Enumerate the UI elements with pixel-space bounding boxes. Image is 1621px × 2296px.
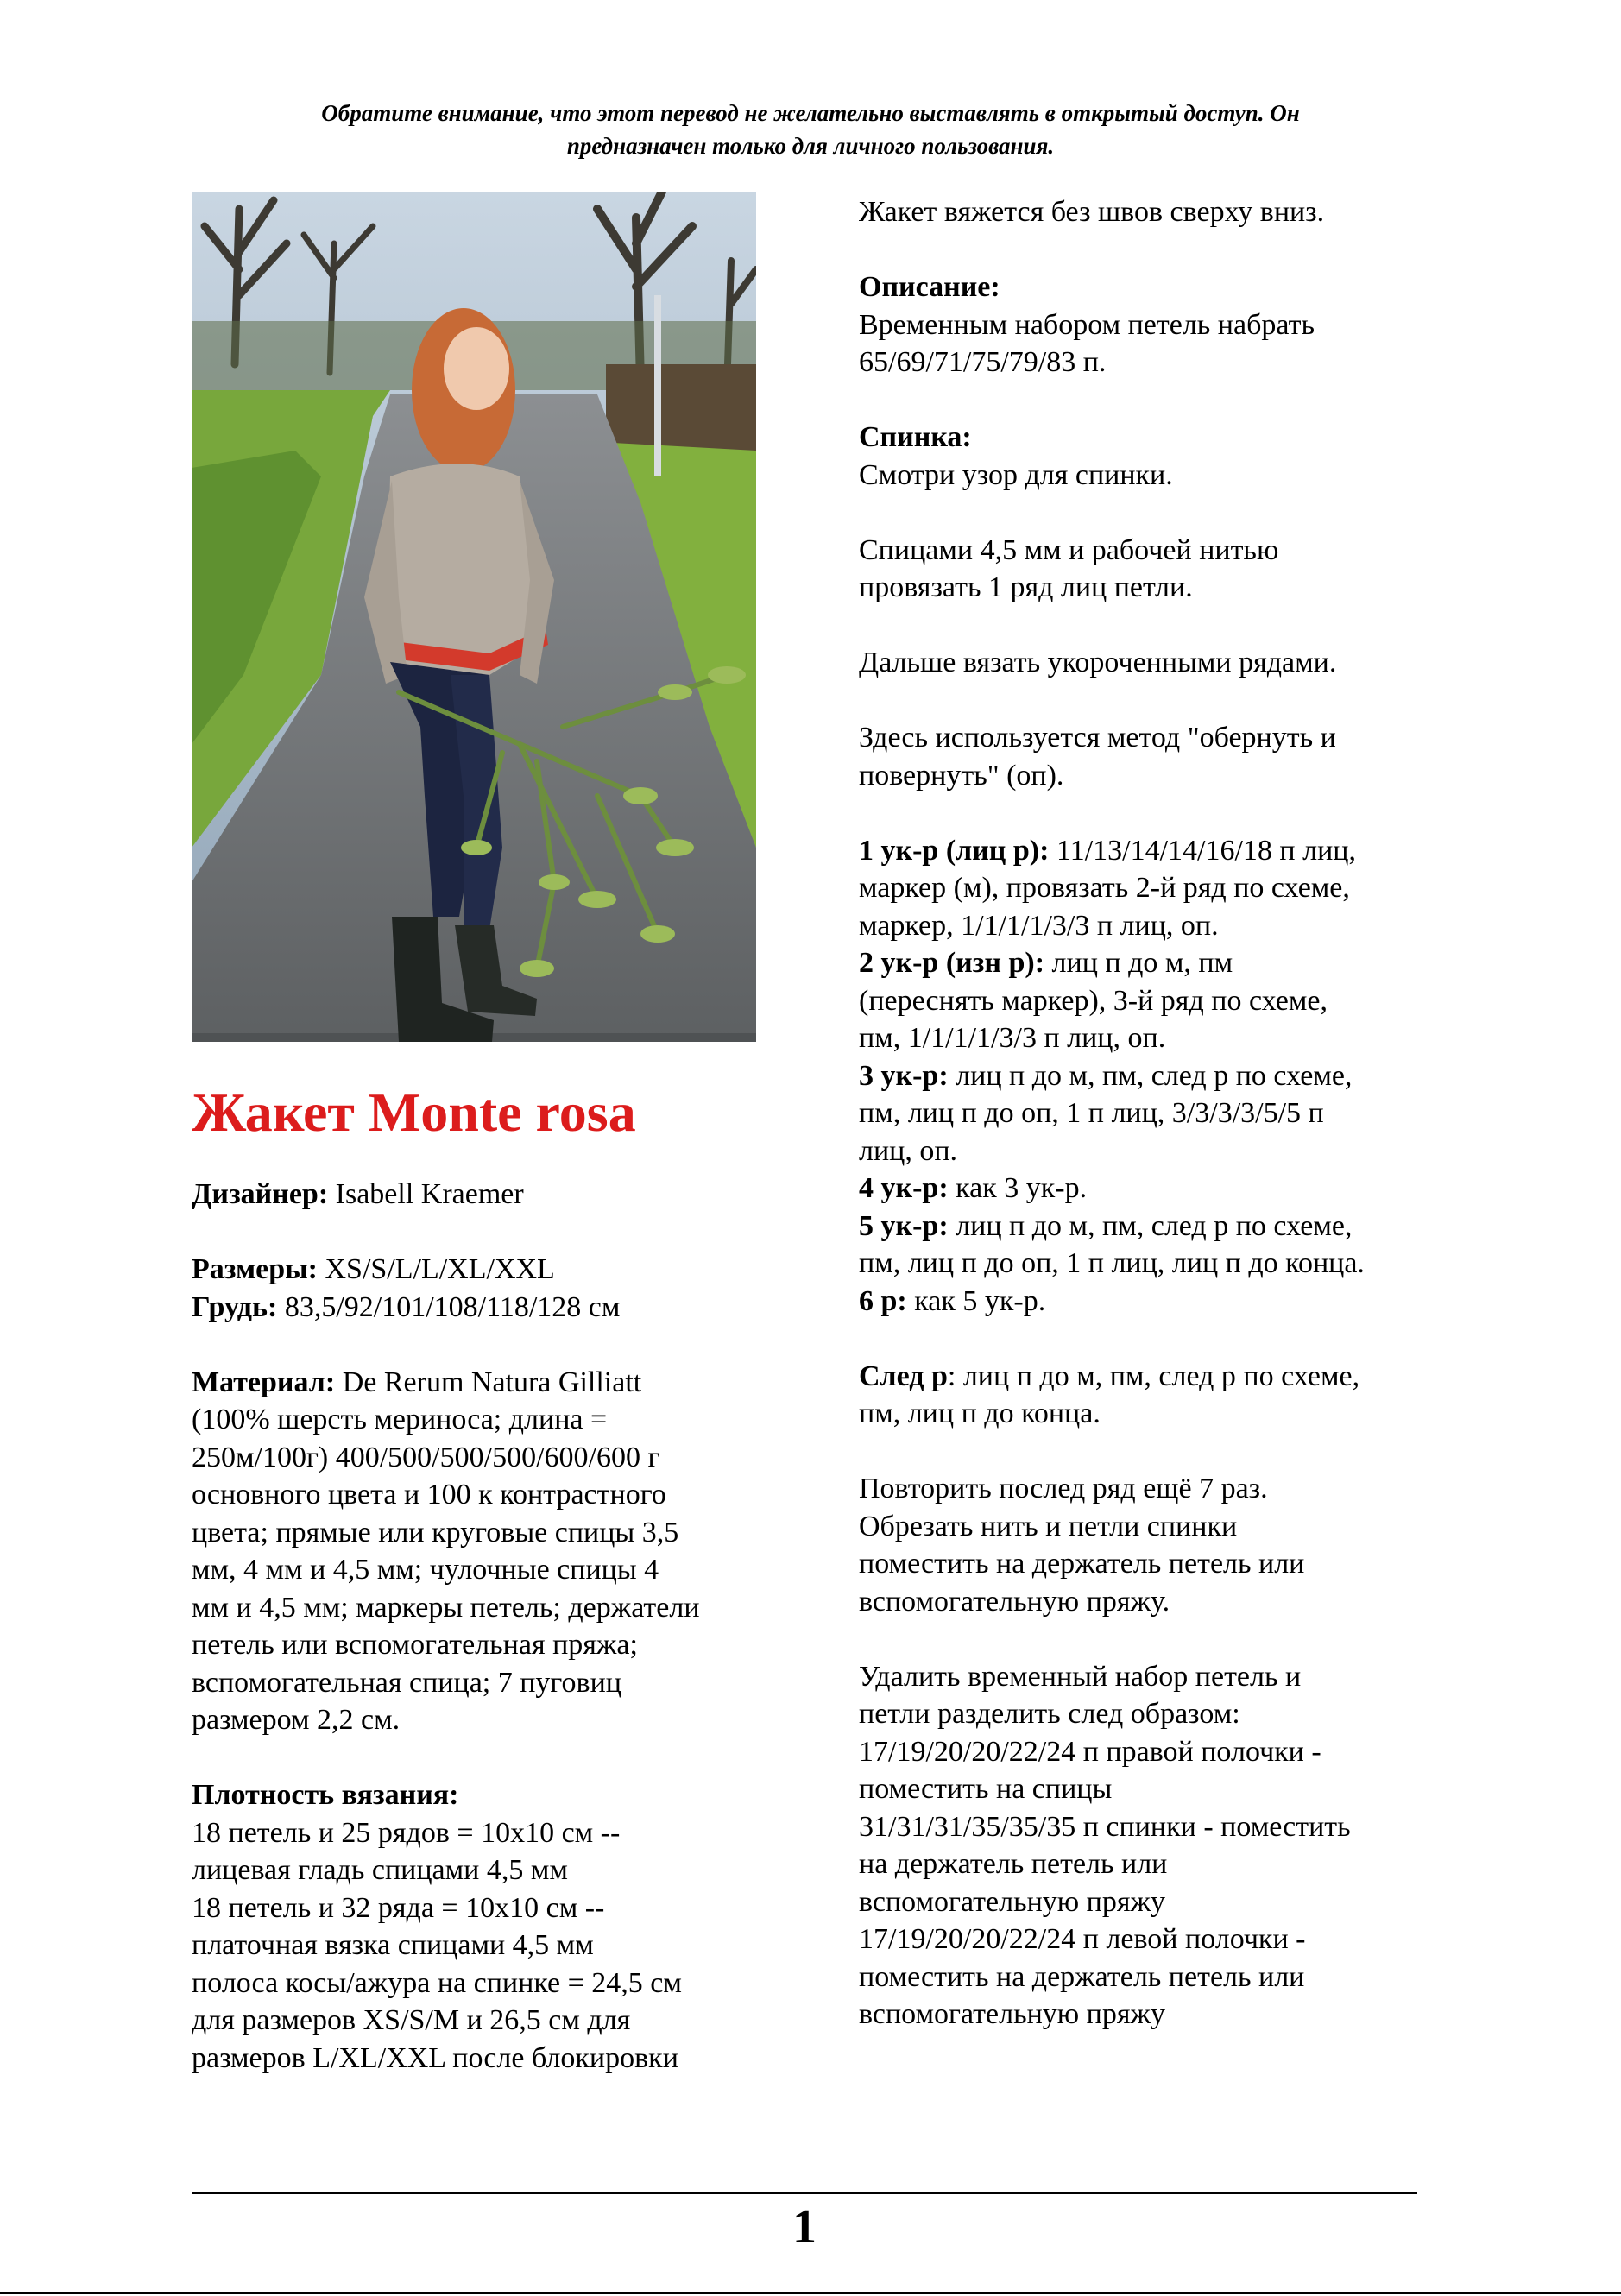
paragraph xyxy=(859,532,1463,607)
paragraph-line: на держатель петель или xyxy=(859,1848,1168,1880)
row-label: 5 ук-р: xyxy=(859,1209,949,1242)
material-text: размером 2,2 см. xyxy=(192,1704,401,1736)
sizes-label: Размеры: xyxy=(192,1253,318,1285)
gauge-text: 18 петель и 25 рядов = 10х10 см -- xyxy=(192,1816,621,1849)
paragraph-line: поместить на держатель петель или xyxy=(859,1960,1305,1993)
material-block xyxy=(192,1364,779,1739)
row-text: лиц п до м, пм, след р по схеме, xyxy=(948,1209,1353,1242)
row-label: 1 ук-р (лиц р): xyxy=(859,834,1050,867)
row-label: 2 ук-р (изн р): xyxy=(859,947,1045,979)
pattern-title: Жакет Monte rosa xyxy=(192,1082,636,1143)
paragraph-line: вспомогательную пряжу xyxy=(859,1885,1166,1918)
paragraph xyxy=(859,1658,1463,2034)
paragraph-line: провязать 1 ряд лиц петли. xyxy=(859,571,1193,603)
row-text: пм, лиц п до оп, 1 п лиц, 3/3/3/3/5/5 п xyxy=(859,1097,1324,1129)
gauge-text: для размеров XS/S/M и 26,5 см для xyxy=(192,2004,631,2036)
row-text: как 5 ук-р. xyxy=(906,1284,1046,1317)
row-text: маркер, 1/1/1/1/3/3 п лиц, оп. xyxy=(859,909,1219,942)
material-text: цвета; прямые или круговые спицы 3,5 xyxy=(192,1516,679,1549)
next-row-label: След р xyxy=(859,1359,948,1392)
sizes-value: XS/S/L/L/XL/XXL xyxy=(317,1253,555,1285)
gauge-text: размеров L/XL/XXL после блокировки xyxy=(192,2041,678,2074)
model-photo xyxy=(192,192,756,1042)
next-row-text: : лиц п до м, пм, след р по схеме, xyxy=(947,1359,1360,1392)
paragraph xyxy=(859,719,1463,794)
gauge-text: 18 петель и 32 ряда = 10х10 см -- xyxy=(192,1891,605,1924)
row-text: (переснять маркер), 3-й ряд по схеме, xyxy=(859,984,1328,1017)
translation-notice xyxy=(192,97,1429,162)
paragraph-line: Обрезать нить и петли спинки xyxy=(859,1510,1238,1542)
material-text: петель или вспомогательная пряжа; xyxy=(192,1629,638,1661)
paragraph: Дальше вязать укороченными рядами. xyxy=(859,647,1337,678)
next-row-text: пм, лиц п до конца. xyxy=(859,1397,1101,1429)
notice-line: предназначен только для личного пользования. xyxy=(566,133,1055,159)
gauge-text: лицевая гладь спицами 4,5 мм xyxy=(192,1854,568,1886)
paragraph-line: Здесь используется метод "обернуть и xyxy=(859,722,1336,754)
paragraph-line: 17/19/20/20/22/24 п левой полочки - xyxy=(859,1923,1306,1955)
material-text: De Rerum Natura Gilliatt xyxy=(335,1366,642,1398)
intro-text: Жакет вяжется без швов сверху вниз. xyxy=(859,196,1325,228)
next-row-block xyxy=(859,1358,1463,1433)
paragraph-line: 31/31/31/35/35/35 п спинки - поместить xyxy=(859,1810,1351,1843)
row-text: маркер (м), провязать 2-й ряд по схеме, xyxy=(859,872,1350,904)
material-text: (100% шерсть мериноса; длина = xyxy=(192,1403,608,1435)
description-text: Временным набором петель набрать xyxy=(859,308,1315,341)
row-text: лиц п до м, пм, след р по схеме, xyxy=(948,1059,1353,1092)
row-text: лиц п до м, пм xyxy=(1044,947,1233,979)
paragraph-line: Повторить послед ряд ещё 7 раз. xyxy=(859,1473,1268,1504)
designer-label: Дизайнер: xyxy=(192,1178,329,1210)
row-label: 3 ук-р: xyxy=(859,1059,949,1092)
paragraph-line: поместить на держатель петель или xyxy=(859,1548,1305,1580)
row-label: 6 р: xyxy=(859,1284,907,1317)
gauge-text: платочная вязка спицами 4,5 мм xyxy=(192,1929,594,1961)
page-bottom-border xyxy=(0,2292,1621,2294)
paragraph-line: повернуть" (оп). xyxy=(859,759,1064,792)
material-text: 250м/100г) 400/500/500/500/600/600 г xyxy=(192,1441,660,1473)
paragraph-line: вспомогательную пряжу xyxy=(859,1998,1166,2030)
gauge-label: Плотность вязания: xyxy=(192,1779,459,1811)
material-text: вспомогательная спица; 7 пуговиц xyxy=(192,1666,621,1699)
designer-line xyxy=(192,1176,779,1214)
back-block xyxy=(859,419,1463,494)
footer-divider xyxy=(192,2192,1417,2194)
material-text: мм, 4 мм и 4,5 мм; чулочные спицы 4 xyxy=(192,1554,659,1586)
material-text: мм и 4,5 мм; маркеры петель; держатели xyxy=(192,1591,700,1624)
paragraph-line: Удалить временный набор петель и xyxy=(859,1660,1302,1693)
chest-value: 83,5/92/101/108/118/128 см xyxy=(277,1290,621,1323)
description-text: 65/69/71/75/79/83 п. xyxy=(859,346,1107,378)
material-text: основного цвета и 100 к контрастного xyxy=(192,1479,666,1511)
row-label: 4 ук-р: xyxy=(859,1172,949,1204)
paragraph-line: петли разделить след образом: xyxy=(859,1698,1240,1730)
chest-label: Грудь: xyxy=(192,1290,278,1323)
paragraph-line: Спицами 4,5 мм и рабочей нитью xyxy=(859,533,1279,566)
material-label: Материал: xyxy=(192,1366,336,1398)
page-number: 1 xyxy=(792,2200,817,2254)
row-text: лиц, оп. xyxy=(859,1134,958,1167)
sizes-block xyxy=(192,1251,779,1326)
description-block xyxy=(859,268,1463,382)
paragraph-line: вспомогательную пряжу. xyxy=(859,1585,1170,1618)
paragraph xyxy=(859,1470,1463,1620)
designer-value: Isabell Kraemer xyxy=(328,1178,524,1210)
back-label: Спинка: xyxy=(859,421,972,453)
description-label: Описание: xyxy=(859,271,1000,303)
row-text: пм, лиц п до оп, 1 п лиц, лиц п до конца. xyxy=(859,1247,1365,1279)
row-text: 11/13/14/14/16/18 п лиц, xyxy=(1049,834,1356,867)
gauge-text: полоса косы/ажура на спинке = 24,5 см xyxy=(192,1966,682,1999)
short-rows-block xyxy=(859,832,1463,1321)
paragraph-line: поместить на спицы xyxy=(859,1773,1113,1805)
left-column xyxy=(192,1176,779,2115)
gauge-block xyxy=(192,1776,779,2077)
paragraph-line: 17/19/20/20/22/24 п правой полочки - xyxy=(859,1735,1321,1768)
back-text: Смотри узор для спинки. xyxy=(859,458,1173,491)
row-text: пм, 1/1/1/1/3/3 п лиц, оп. xyxy=(859,1022,1166,1054)
right-column xyxy=(859,192,1463,2071)
row-text: как 3 ук-р. xyxy=(948,1172,1088,1204)
notice-line: Обратите внимание, что этот перевод не желательно выставлять в открытый доступ. Он xyxy=(321,100,1300,126)
